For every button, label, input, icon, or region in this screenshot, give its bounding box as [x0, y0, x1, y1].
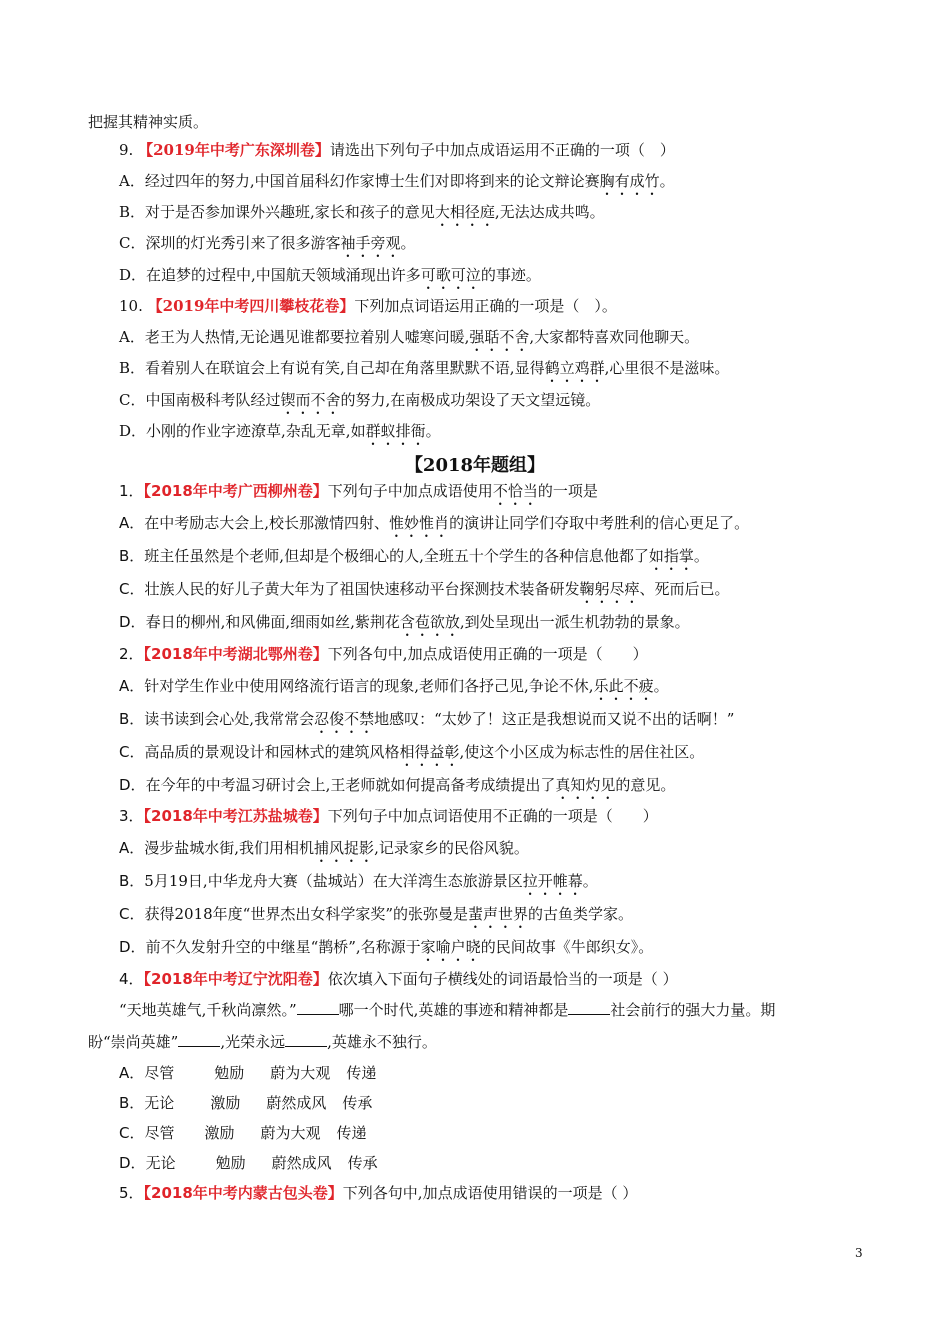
- question-4-stem: 4．【2018年中考辽宁沈阳卷】依次填入下面句子横线处的词语最恰当的一项是（ ）: [119, 970, 678, 988]
- dotted-idiom: 强聒不舍: [469, 328, 530, 346]
- s3-option-a: A．漫步盐城水街,我们用相机捕风捉影,记录家乡的民俗风貌。: [119, 839, 529, 857]
- question-5-stem: 5．【2018年中考内蒙古包头卷】下列各句中,加点成语使用错误的一项是（ ）: [119, 1184, 638, 1202]
- dotted-idiom: 真知灼见: [555, 776, 616, 794]
- dotted-idiom: 鹤立鸡群: [544, 359, 605, 377]
- dotted-idiom: 鞠躬尽瘁: [579, 580, 640, 598]
- source-tag: 【2018年中考广西柳州卷】: [143, 482, 328, 500]
- s3-option-c: C．获得2018年度“世界杰出女科学家奖”的张弥曼是蜚声世界的古鱼类学家。: [119, 905, 634, 923]
- s1-option-d: D．春日的柳州,和风佛面,细雨如丝,紫荆花含苞欲放,到处呈现出一派生机勃勃的景象。: [119, 613, 690, 631]
- source-tag: 【2018年中考辽宁沈阳卷】: [143, 970, 328, 988]
- q10-option-c: C．中国南极科考队经过锲而不舍的努力,在南极成功架设了天文望远镜。: [119, 391, 601, 409]
- q9-option-b: B．对于是否参加课外兴趣班,家长和孩子的意见大相径庭,无法达成共鸣。: [119, 203, 605, 221]
- dotted-idiom: 惟妙惟肖: [389, 514, 450, 532]
- dotted-idiom: 胸有成竹: [599, 172, 660, 190]
- question-3-stem: 3．【2018年中考江苏盐城卷】下列句子中加点词语使用不正确的一项是（ ）: [119, 807, 658, 825]
- s4-option-d: D．无论 勉励 蔚然成风 传承: [119, 1154, 378, 1172]
- fill-blank: [178, 1032, 220, 1047]
- s1-option-a: A．在中考励志大会上,校长那激情四射、惟妙惟肖的演讲让同学们夺取中考胜利的信心更足了。: [119, 514, 750, 532]
- section-title: 【2018年题组】: [404, 455, 546, 476]
- q9-option-d: D．在追梦的过程中,中国航天领域涌现出许多可歌可泣的事迹。: [119, 266, 541, 284]
- q10-option-b: B．看着别人在联谊会上有说有笑,自己却在角落里默默不语,显得鹤立鸡群,心里很不是滋味。: [119, 359, 730, 377]
- s3-option-d: D．前不久发射升空的中继星“鹊桥”,名称源于家喻户晓的民间故事《牛郎织女》。: [119, 938, 654, 956]
- source-tag: 【2019年中考广东深圳卷】: [138, 141, 330, 159]
- s2-option-a: A．针对学生作业中使用网络流行语言的现象,老师们各抒己见,争论不休,乐此不疲。: [119, 677, 669, 695]
- dotted-word: 不恰当: [492, 482, 538, 500]
- fill-blank: [285, 1032, 327, 1047]
- question-1-stem: 1．【2018年中考广西柳州卷】下列句子中加点成语使用不恰当的一项是: [119, 482, 598, 500]
- q10-option-a: A．老王为人热情,无论遇见谁都要拉着别人嘘寒问暖,强聒不舍,大家都特喜欢同他聊天。: [119, 328, 700, 346]
- s2-option-c: C．高品质的景观设计和园林式的建筑风格相得益彰,使这个小区成为标志性的居住社区。: [119, 743, 705, 761]
- dotted-idiom: 可歌可泣: [420, 266, 481, 284]
- dotted-idiom: 相得益彰: [399, 743, 460, 761]
- question-10-stem: 10. 【2019年中考四川攀枝花卷】下列加点词语运用正确的一项是（ ）。: [119, 297, 617, 315]
- dotted-idiom: 忍俊不禁: [314, 710, 375, 728]
- page-number: 3: [855, 1246, 863, 1260]
- question-9-stem: 9. 【2019年中考广东深圳卷】请选出下列句子中加点成语运用不正确的一项（ ）: [119, 141, 675, 159]
- dotted-idiom: 拉开帷幕: [522, 872, 583, 890]
- s4-passage-line-2: 盼“崇尚英雄” ,光荣永远 ,英雄永不独行。: [88, 1033, 437, 1051]
- source-tag: 【2019年中考四川攀枝花卷】: [147, 297, 355, 315]
- dotted-idiom: 如指掌: [648, 547, 694, 565]
- s1-option-b: B．班主任虽然是个老师,但却是个极细心的人,全班五十个学生的各种信息他都了如指掌。: [119, 547, 709, 565]
- s2-option-b: B．读书读到会心处,我常常会忍俊不禁地感叹：“太妙了！这正是我想说而又说不出的话啊！”: [119, 710, 735, 728]
- q9-option-a: A．经过四年的努力,中国首届科幻作家博士生们对即将到来的论文辩论赛胸有成竹。: [119, 172, 675, 190]
- s1-option-c: C．壮族人民的好儿子黄大年为了祖国快速移动平台探测技术装备研发鞠躬尽瘁、死而后已。: [119, 580, 730, 598]
- dotted-idiom: 蜚声世界: [468, 905, 529, 923]
- dotted-idiom: 含苞欲放: [399, 613, 460, 631]
- s4-option-a: A．尽管 勉励 蔚为大观 传递: [119, 1064, 377, 1082]
- source-tag: 【2018年中考江苏盐城卷】: [143, 807, 328, 825]
- fill-blank: [568, 1000, 610, 1015]
- source-tag: 【2018年中考湖北鄂州卷】: [143, 645, 328, 663]
- s3-option-b: B．5月19日,中华龙舟大赛（盐城站）在大洋湾生态旅游景区拉开帷幕。: [119, 872, 598, 890]
- intro-tail-text: 把握其精神实质。: [88, 113, 209, 131]
- s4-option-b: B．无论 激励 蔚然成风 传承: [119, 1094, 373, 1112]
- q9-option-c: C．深圳的灯光秀引来了很多游客袖手旁观。: [119, 234, 416, 252]
- dotted-idiom: 袖手旁观: [340, 234, 401, 252]
- dotted-idiom: 锲而不舍: [280, 391, 341, 409]
- s4-option-c: C．尽管 激励 蔚为大观 传递: [119, 1124, 367, 1142]
- fill-blank: [297, 1000, 339, 1015]
- question-2-stem: 2．【2018年中考湖北鄂州卷】下列各句中,加点成语使用正确的一项是（ ）: [119, 645, 648, 663]
- dotted-idiom: 乐此不疲: [593, 677, 654, 695]
- s4-passage-line-1: “天地英雄气,千秋尚凛然。” 哪一个时代,英雄的事迹和精神都是 社会前行的强大力量。期: [119, 1001, 776, 1019]
- dotted-idiom: 群蚁排衙: [365, 422, 426, 440]
- q10-option-d: D．小刚的作业字迹潦草,杂乱无章,如群蚁排衙。: [119, 422, 441, 440]
- dotted-idiom: 家喻户晓: [420, 938, 481, 956]
- dotted-idiom: 大相径庭: [434, 203, 495, 221]
- dotted-idiom: 捕风捉影: [314, 839, 375, 857]
- s2-option-d: D．在今年的中考温习研讨会上,王老师就如何提高备考成绩提出了真知灼见的意见。: [119, 776, 676, 794]
- source-tag: 【2018年中考内蒙古包头卷】: [143, 1184, 343, 1202]
